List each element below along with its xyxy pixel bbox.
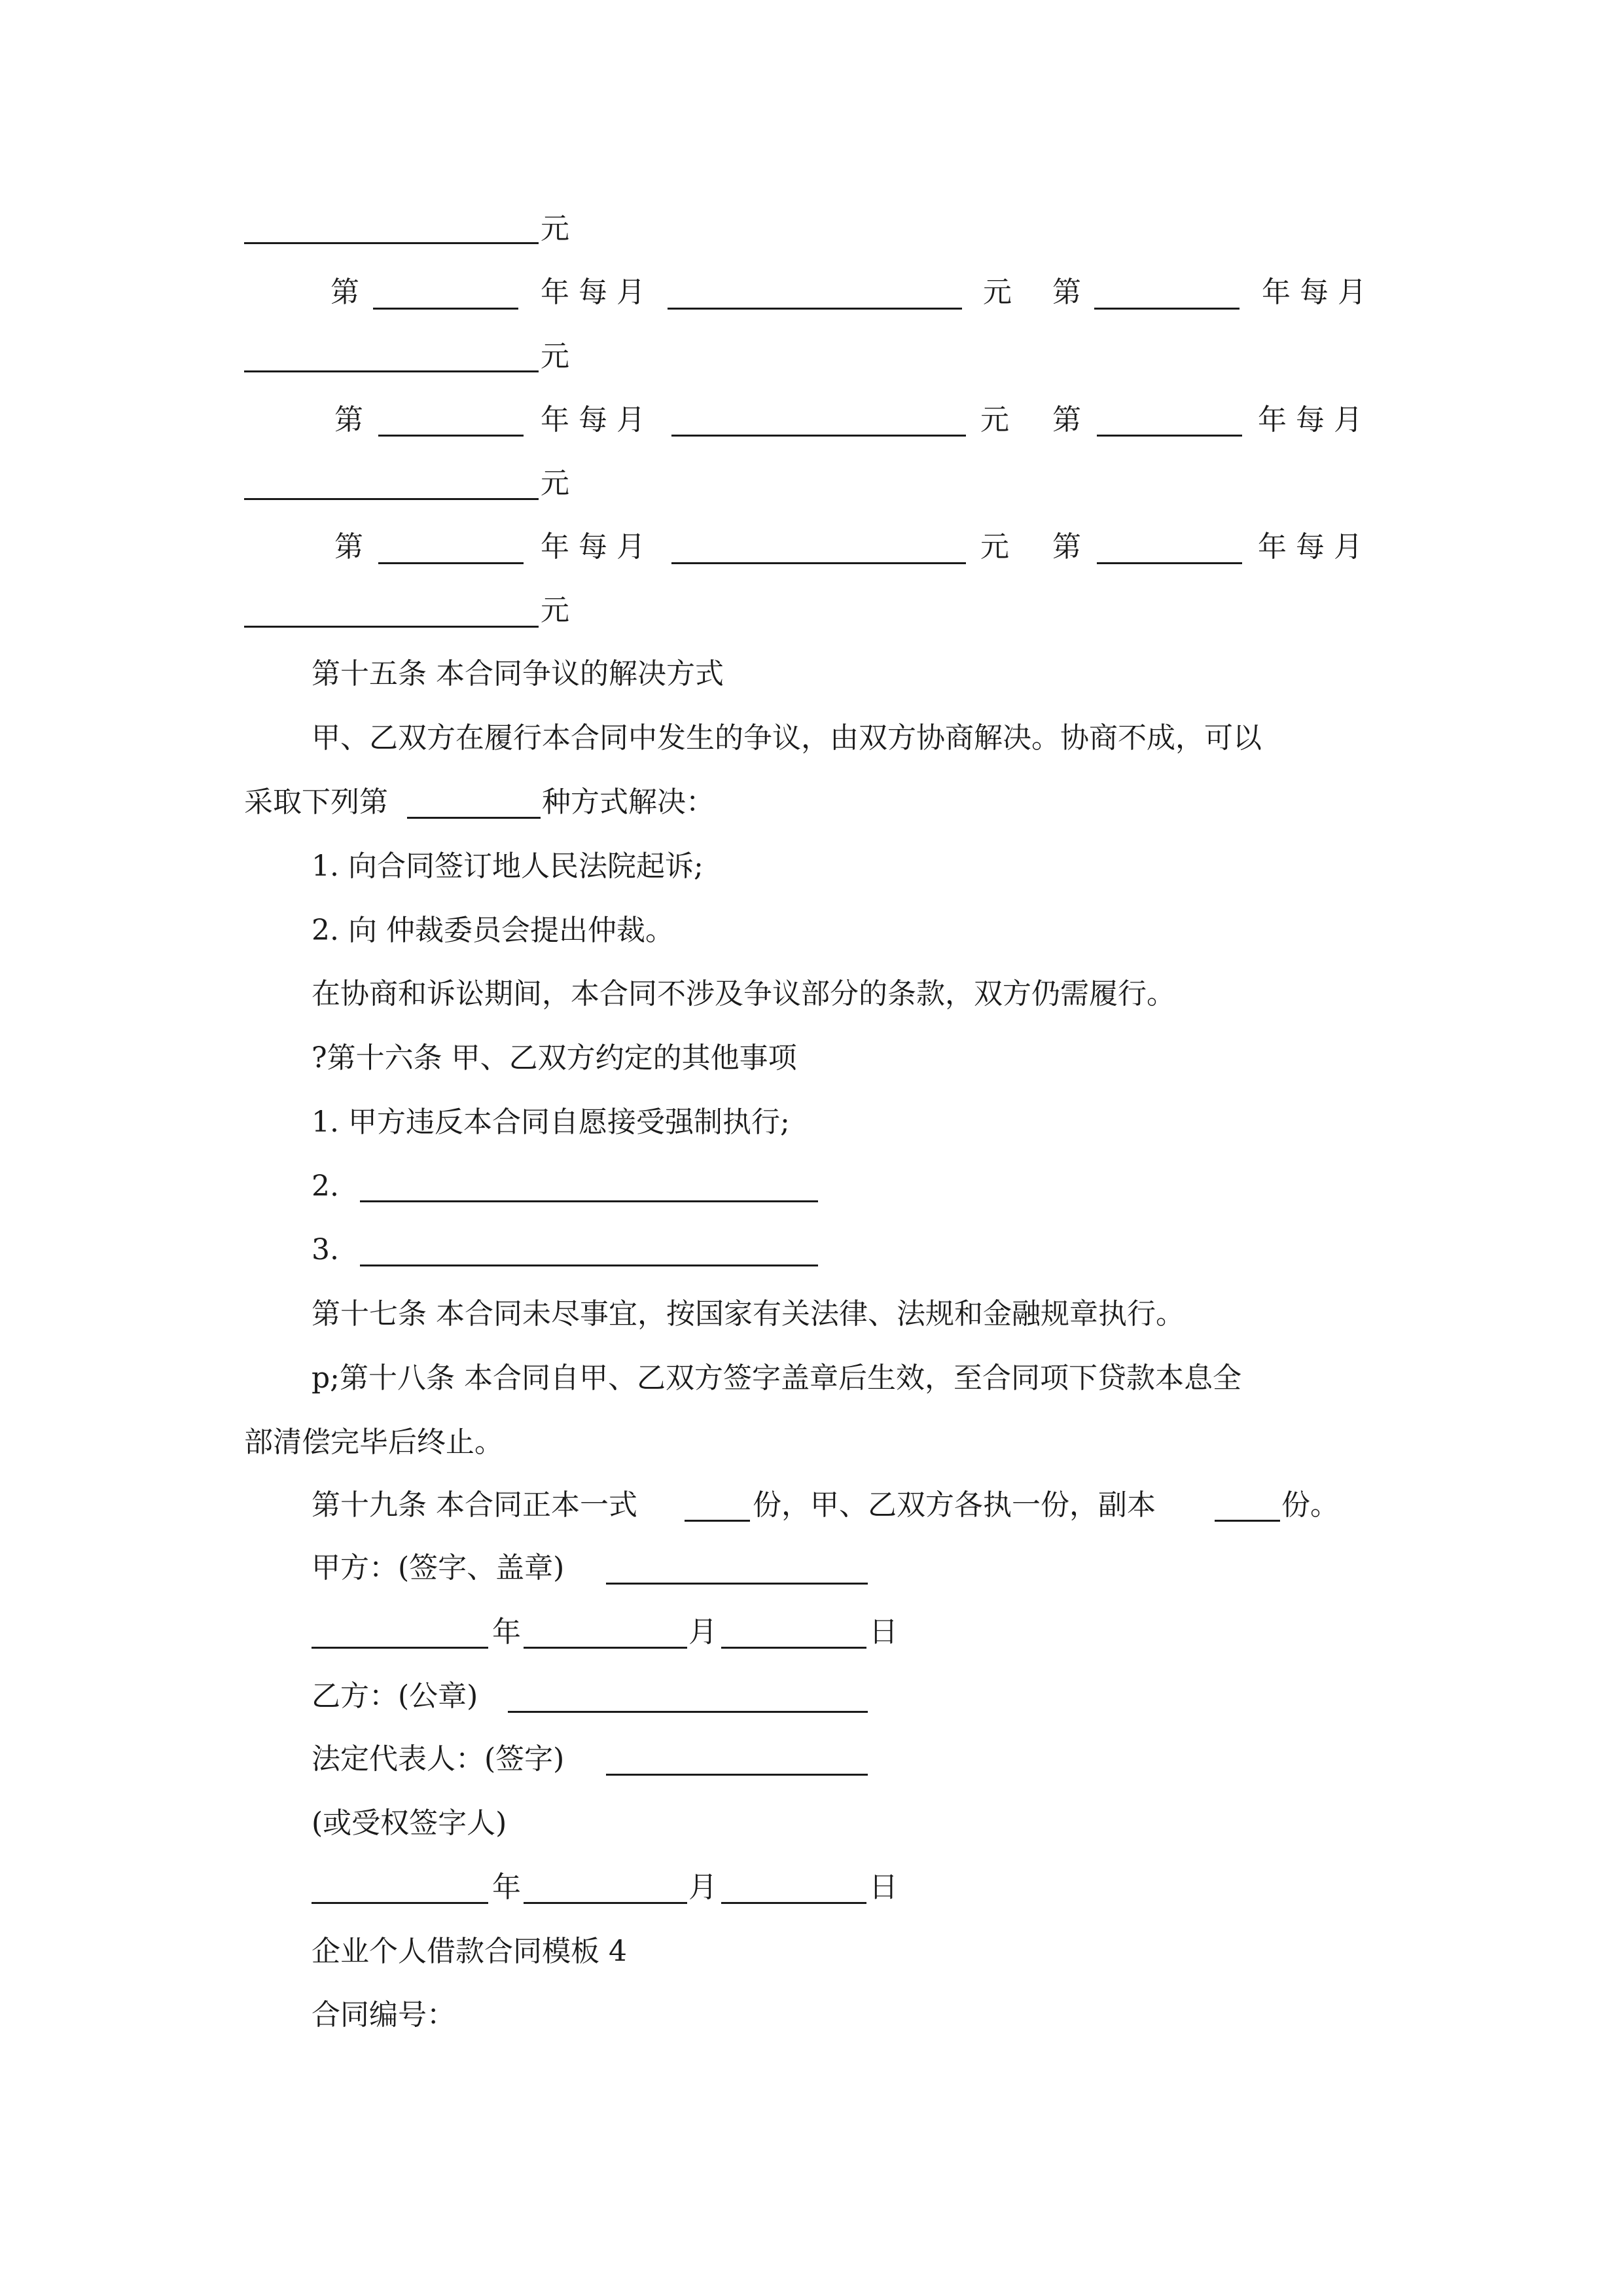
amount-blank [244, 498, 539, 500]
date-month-blank [524, 1902, 687, 1904]
article-16-item-3: 3. [312, 1233, 339, 1266]
date-month-label: 月 [688, 1871, 717, 1904]
amount-blank [671, 435, 966, 437]
article-16-item-2: 2. [312, 1170, 339, 1203]
amount-blank [244, 626, 539, 628]
article-15-option-2: 2. 向 仲裁委员会提出仲裁。 [312, 914, 674, 947]
payment-row-label: 年每月 [1262, 276, 1376, 309]
payment-row-label: 年每月 [541, 530, 654, 564]
article-15-para2-prefix: 采取下列第 [244, 785, 388, 819]
next-template-title: 企业个人借款合同模板 4 [312, 1935, 627, 1968]
article-15-para2-suffix: 种方式解决： [542, 785, 715, 819]
article-17: 第十七条 本合同未尽事宜，按国家有关法律、法规和金融规章执行。 [312, 1297, 1185, 1331]
article-19-part3: 份。 [1281, 1488, 1339, 1522]
date-year-blank [312, 1902, 488, 1904]
amount-blank [668, 308, 962, 310]
payment-row-label: 年每月 [541, 276, 654, 309]
payment-row-label: 第 [334, 530, 363, 564]
payment-row-label: 第 [334, 403, 363, 437]
item-3-blank [360, 1265, 818, 1266]
article-15-para3: 在协商和诉讼期间，本合同不涉及争议部分的条款，双方仍需履行。 [312, 977, 1175, 1011]
date-day-label: 日 [869, 1871, 898, 1904]
original-count-blank [685, 1520, 750, 1522]
article-16-title: ?第十六条 甲、乙双方约定的其他事项 [312, 1041, 797, 1075]
date-year-label: 年 [492, 1615, 521, 1649]
date-month-label: 月 [688, 1615, 717, 1649]
article-16-item-1: 1. 甲方违反本合同自愿接受强制执行; [312, 1105, 790, 1139]
payment-row-label: 年每月 [541, 403, 654, 437]
amount-blank [244, 242, 539, 244]
unit-yuan: 元 [541, 467, 569, 500]
article-19-part2: 份，甲、乙双方各执一份，副本 [753, 1488, 1156, 1522]
article-19-part1: 第十九条 本合同正本一式 [312, 1488, 637, 1522]
date-day-blank [721, 1647, 866, 1649]
amount-blank [671, 562, 966, 564]
date-year-label: 年 [492, 1871, 521, 1904]
authorized-signer-label: (或受权签字人) [312, 1806, 507, 1840]
party-b-seal-label: 乙方：(公章) [312, 1679, 478, 1713]
article-15-title: 第十五条 本合同争议的解决方式 [312, 657, 724, 691]
item-2-blank [360, 1200, 818, 1202]
legal-rep-label: 法定代表人：(签字) [312, 1742, 565, 1776]
payment-row-label: 第 [330, 276, 359, 309]
date-day-blank [721, 1902, 866, 1904]
date-year-blank [312, 1647, 488, 1649]
method-choice-blank [407, 817, 541, 819]
article-15-para1: 甲、乙双方在履行本合同中发生的争议，由双方协商解决。协商不成，可以 [312, 721, 1262, 755]
year-blank [1094, 308, 1240, 310]
unit-yuan: 元 [541, 340, 569, 373]
party-a-signature-blank [606, 1583, 868, 1585]
unit-yuan: 元 [983, 276, 1012, 309]
year-blank [378, 562, 524, 564]
copy-count-blank [1215, 1520, 1280, 1522]
party-b-seal-blank [508, 1711, 868, 1713]
payment-row-label: 第 [1052, 276, 1081, 309]
payment-row-label: 第 [1052, 530, 1081, 564]
article-18-line2: 部清偿完毕后终止。 [244, 1426, 503, 1459]
legal-rep-blank [606, 1774, 868, 1776]
unit-yuan: 元 [980, 403, 1009, 437]
payment-row-label: 第 [1052, 403, 1081, 437]
date-month-blank [524, 1647, 687, 1649]
payment-row-label: 年每月 [1258, 530, 1372, 564]
unit-yuan: 元 [541, 212, 569, 245]
year-blank [378, 435, 524, 437]
payment-row-label: 年每月 [1258, 403, 1372, 437]
contract-number-label: 合同编号： [312, 1998, 455, 2032]
amount-blank [244, 370, 539, 372]
unit-yuan: 元 [980, 530, 1009, 564]
year-blank [373, 308, 518, 310]
article-18-line1: p;第十八条 本合同自甲、乙双方签字盖章后生效，至合同项下贷款本息全 [312, 1361, 1241, 1395]
party-a-signature-label: 甲方：(签字、盖章) [312, 1551, 565, 1585]
year-blank [1097, 562, 1242, 564]
article-15-option-1: 1. 向合同签订地人民法院起诉; [312, 850, 704, 883]
year-blank [1097, 435, 1242, 437]
date-day-label: 日 [869, 1615, 898, 1649]
unit-yuan: 元 [541, 594, 569, 627]
